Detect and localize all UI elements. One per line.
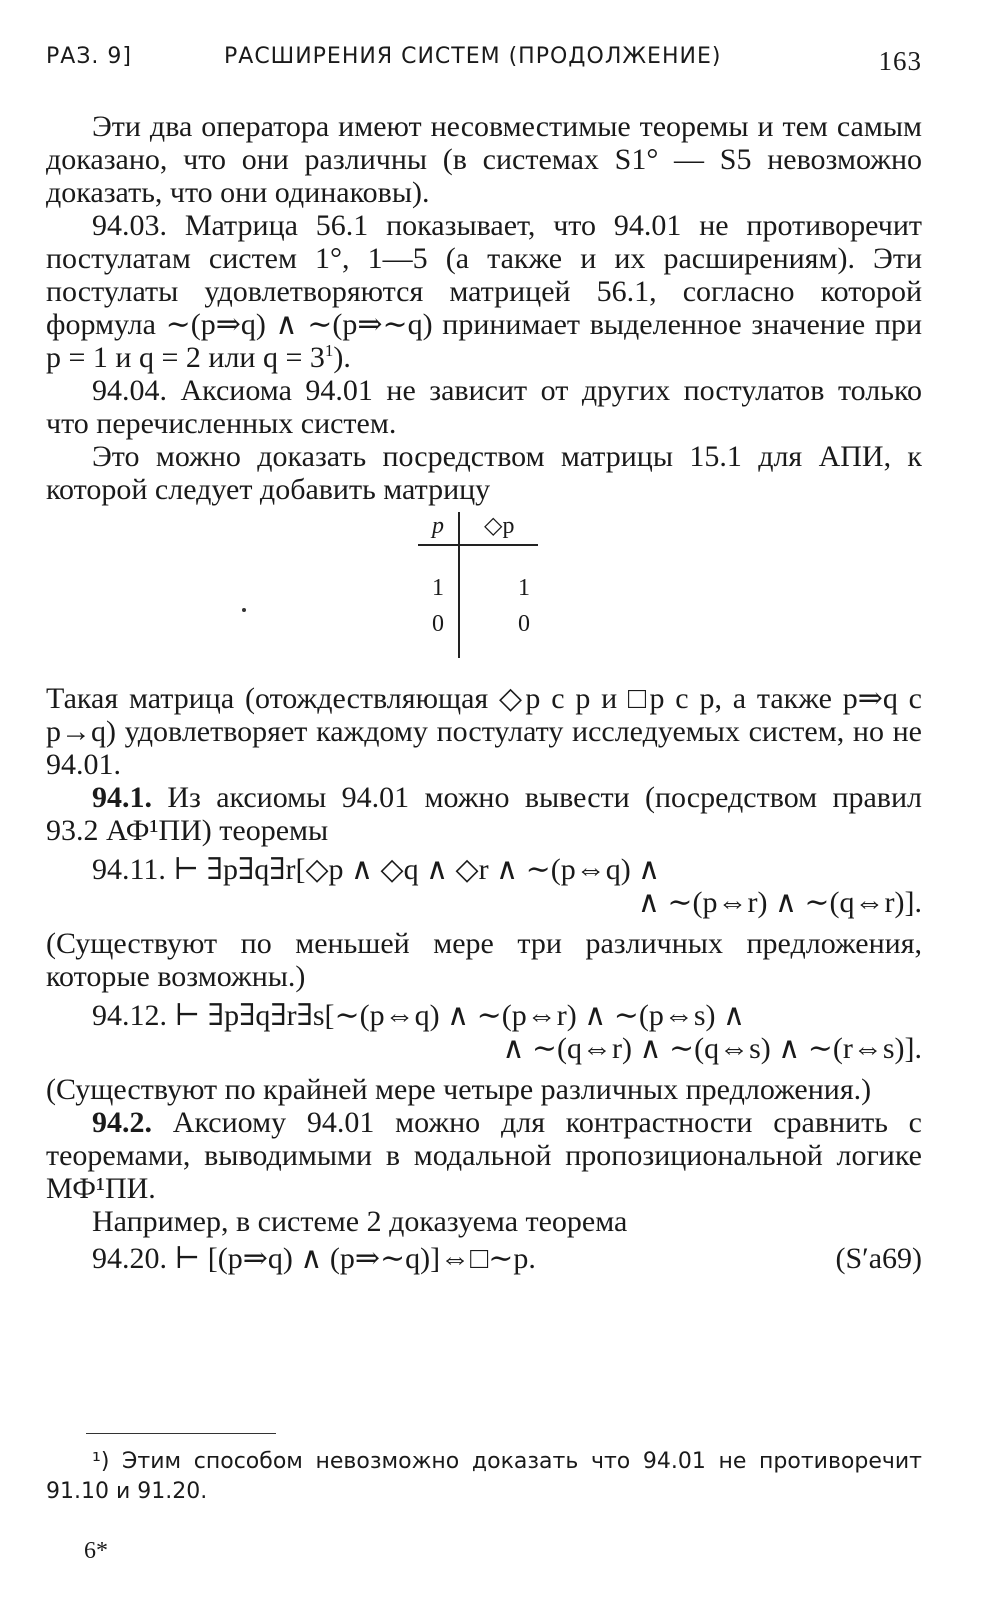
footnote <box>46 1447 922 1507</box>
formula-94-12-line1: 94.12. ⊢ ∃p∃q∃r∃s[∼(p⇔q) ∧ ∼(p⇔r) ∧ ∼(p⇔s) ∧ <box>92 999 745 1032</box>
truth-matrix <box>46 510 922 680</box>
matrix-cell: 1 <box>518 575 530 601</box>
section-label-94-03: 94.03. <box>92 209 167 242</box>
paragraph-example: Например, в системе 2 доказуема теорема <box>92 1205 628 1238</box>
footnote-text: Этим способом невозможно доказать что 94.01 не противоречит 91.10 и 91.20. <box>46 1449 922 1504</box>
section-label-94-1: 94.1. <box>92 781 152 814</box>
page-number: 163 <box>878 46 922 76</box>
formula-94-11 <box>46 853 922 919</box>
matrix-cell: 1 <box>432 575 444 601</box>
running-header <box>46 44 922 78</box>
print-speck <box>242 608 246 612</box>
paragraph-matrix-intro: Это можно доказать посредством матрицы 15.1 для АПИ, к которой следует добавить матрицу <box>46 440 922 506</box>
section-label-94-2: 94.2. <box>92 1106 152 1139</box>
footnote-divider <box>86 1433 276 1434</box>
matrix-cell: 0 <box>432 611 444 637</box>
footnote-ref: 1 <box>324 341 334 360</box>
paragraph-94-03-end: ). <box>333 341 351 374</box>
paragraph-three-propositions: (Существуют по меньшей мере три различных предложения, которые возможны.) <box>46 927 922 993</box>
formula-94-12 <box>46 999 922 1065</box>
formula-94-20-text: 94.20. ⊢ [(p⇒q) ∧ (p⇒∼q)]⇔□∼p. <box>92 1242 536 1275</box>
matrix-vertical-rule <box>458 512 460 658</box>
section-label-94-04: 94.04. <box>92 374 167 407</box>
matrix-cell: 0 <box>518 611 530 637</box>
matrix-horizontal-rule <box>418 544 538 546</box>
paragraph-94-1-text: Из аксиомы 94.01 можно вывести (посредством правил 93.2 АФ¹ПИ) теоремы <box>46 781 923 847</box>
page-body <box>46 110 922 1282</box>
formula-94-20-reference: (S′a69) <box>835 1242 922 1275</box>
formula-94-20 <box>46 1242 922 1282</box>
paragraph-94-2-text: Аксиому 94.01 можно для контрастности сравнить с теоремами, выводимыми в модальной пропозициональной логике МФ¹ПИ. <box>46 1106 922 1205</box>
paragraph-matrix-explanation: Такая матрица (отождествляющая ◇p с p и □p с p, а также p⇒q с p→q) удовлетворяет каждому постулату исследуемых систем, но не 94.01. <box>46 682 922 781</box>
matrix-header-diamond-p: ◇p <box>484 513 515 539</box>
paragraph-94-04-text: Аксиома 94.01 не зависит от других постулатов только что перечисленных систем. <box>46 374 922 440</box>
paragraph-94-03 <box>46 209 922 374</box>
paragraph-94-04 <box>46 374 922 440</box>
formula-94-11-line2: ∧ ∼(p⇔r) ∧ ∼(q⇔r)]. <box>637 886 922 919</box>
printer-signature: 6* <box>84 1538 108 1564</box>
matrix-header-p: p <box>432 513 444 539</box>
paragraph-94-1 <box>46 781 922 847</box>
paragraph-four-propositions: (Существуют по крайней мере четыре различных предложения.) <box>46 1073 872 1106</box>
paragraph-94-2 <box>46 1106 922 1205</box>
formula-94-12-line2: ∧ ∼(q⇔r) ∧ ∼(q⇔s) ∧ ∼(r⇔s)]. <box>502 1032 922 1065</box>
formula-94-11-line1: 94.11. ⊢ ∃p∃q∃r[◇p ∧ ◇q ∧ ◇r ∧ ∼(p⇔q) ∧ <box>92 853 661 886</box>
running-title: РАСШИРЕНИЯ СИСТЕМ (ПРОДОЛЖЕНИЕ) <box>224 44 722 69</box>
paragraph-94-03-text: Матрица 56.1 показывает, что 94.01 не противоречит постулатам систем 1°, 1—5 (а также и их расширениям). Эти постулаты удовлетворяются матрицей 56.1, согласно которой формула ∼(p⇒q) ∧ ∼(p⇒∼q) принимает выделенное значение при p = 1 и q = 2 или q = 3 <box>46 209 922 374</box>
paragraph-operators: Эти два оператора имеют несовместимые теоремы и тем самым доказано, что они различны (в системах S1° — S5 невозможно доказать, что они одинаковы). <box>46 110 922 209</box>
chapter-ref: РАЗ. 9] <box>46 44 132 69</box>
footnote-mark: ¹) <box>92 1449 110 1474</box>
